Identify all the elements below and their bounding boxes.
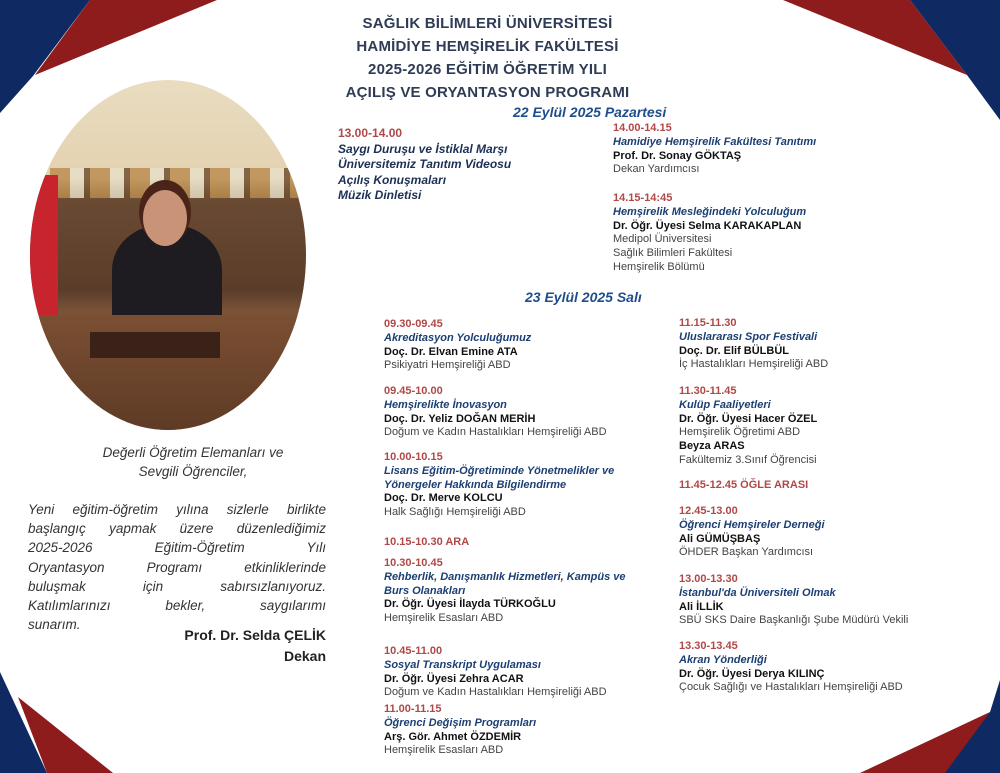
paragraph-line: buluşmak için sabırsızlanıyoruz. [28, 578, 326, 594]
speaker-name: Arş. Gör. Ahmet ÖZDEMİR [384, 730, 522, 743]
title-line: AÇILIŞ VE ORYANTASYON PROGRAMI [345, 84, 630, 101]
paragraph-line: Oryantasyon Programı etkinliklerinde [28, 559, 326, 575]
entry-time: 11.45-12.45 ÖĞLE ARASI [679, 479, 809, 491]
greeting-line: Sevgili Öğrenciler, [138, 464, 248, 479]
title-line: HAMİDİYE HEMŞİRELİK FAKÜLTESİ [356, 38, 619, 55]
entry-time: 13.00-13.30 [679, 573, 738, 585]
entry-title: Kulüp Faaliyetleri [679, 398, 771, 411]
entry-time: 11.30-11.45 [679, 385, 737, 397]
entry-title: Üniversitemiz Tanıtım Videosu [338, 157, 512, 171]
desk-pad [90, 332, 220, 358]
speaker-role: Doğum ve Kadın Hastalıkları Hemşireliği ABD [384, 686, 607, 699]
signature-title: Dekan [283, 648, 326, 664]
page-title [300, 12, 675, 104]
entry-title: Lisans Eğitim-Öğretiminde Yönetmelikler ve [384, 464, 615, 477]
entry-time: 10.45-11.00 [384, 645, 443, 657]
greeting-line: Değerli Öğretim Elemanları ve [102, 445, 284, 460]
signature-name: Prof. Dr. Selda ÇELİK [184, 627, 326, 643]
entry-title: Hemşirelikte İnovasyon [384, 398, 507, 411]
speaker-role: Hemşirelik Esasları ABD [384, 744, 504, 757]
entry-time: 10.30-10.45 [384, 557, 443, 569]
entry-time: 11.00-11.15 [384, 703, 442, 715]
speaker-role: Hemşirelik Bölümü [613, 260, 705, 273]
schedule-entry [384, 703, 536, 758]
entry-time: 10.00-10.15 [384, 451, 443, 463]
schedule-entry [613, 122, 816, 177]
speaker-role: Hemşirelik Esasları ABD [384, 612, 504, 625]
greeting [28, 443, 358, 481]
speaker-name: Dr. Öğr. Üyesi Zehra ACAR [384, 672, 524, 685]
schedule-entry [679, 640, 903, 695]
entry-time: 10.15-10.30 ARA [384, 536, 470, 548]
title-line: SAĞLIK BİLİMLERİ ÜNİVERSİTESİ [362, 15, 613, 32]
entry-title: Açılış Konuşmaları [338, 172, 447, 187]
speaker-role: Dekan Yardımcısı [613, 163, 700, 176]
schedule-entry [384, 557, 625, 626]
entry-time: 13.00-14.00 [338, 126, 403, 140]
entry-title: Yönergeler Hakkında Bilgilendirme [384, 478, 567, 491]
paragraph-line: başlangıç yapmak üzere düzenlediğimiz [28, 521, 326, 537]
award-shelf [50, 168, 306, 198]
person-head [143, 190, 187, 246]
entry-title: Öğrenci Değişim Programları [384, 716, 537, 729]
entry-title: İstanbul'da Üniversiteli Olmak [679, 586, 836, 599]
dean-photo [30, 80, 306, 430]
entry-title: Hemşirelik Mesleğindeki Yolculuğum [613, 205, 807, 218]
speaker-role: Hemşirelik Öğretimi ABD [679, 426, 801, 439]
schedule-entry [679, 573, 908, 628]
speaker-role: ÖHDER Başkan Yardımcısı [679, 546, 814, 559]
speaker-name: Dr. Öğr. Üyesi İlayda TÜRKOĞLU [384, 598, 556, 611]
speaker-name: Doç. Dr. Yeliz DOĞAN MERİH [384, 412, 536, 425]
entry-title: Sosyal Transkript Uygulaması [384, 658, 541, 671]
schedule-entry [679, 505, 825, 560]
title-line: 2025-2026 EĞİTİM ÖĞRETİM YILI [368, 61, 607, 78]
speaker-role: Halk Sağlığı Hemşireliği ABD [384, 506, 526, 519]
schedule-entry [679, 385, 817, 468]
speaker-name: Doç. Dr. Elif BÜLBÜL [679, 344, 790, 357]
entry-time: 09.45-10.00 [384, 385, 443, 397]
day1-heading: 22 Eylül 2025 Pazartesi [513, 104, 667, 120]
schedule-entry [613, 192, 806, 275]
paragraph-line: 2025-2026 Eğitim-Öğretim Yılı [28, 540, 326, 556]
speaker-role: SBÜ SKS Daire Başkanlığı Şube Müdürü Vekili [679, 614, 909, 627]
speaker-name: Beyza ARAS [679, 440, 745, 453]
signature [184, 625, 326, 667]
speaker-name: Doç. Dr. Elvan Emine ATA [384, 345, 518, 358]
speaker-name: Ali İLLİK [679, 600, 724, 613]
paragraph-line: Yeni eğitim-öğretim yılına sizlerle birlikte [28, 502, 326, 517]
schedule-entry [384, 451, 614, 520]
paragraph-line: sunarım. [28, 617, 81, 633]
schedule-entry [384, 536, 469, 550]
speaker-role: Doğum ve Kadın Hastalıkları Hemşireliği ABD [384, 426, 607, 439]
speaker-name: Ali GÜMÜŞBAŞ [679, 532, 761, 545]
paragraph-line: Katılımlarınızı bekler, saygılarımı [28, 598, 326, 614]
entry-title: Rehberlik, Danışmanlık Hizmetleri, Kampüs ve [384, 570, 626, 583]
message-paragraph [28, 500, 326, 634]
entry-title: Akreditasyon Yolculuğumuz [384, 331, 532, 344]
speaker-name: Dr. Öğr. Üyesi Hacer ÖZEL [679, 412, 818, 425]
speaker-role: Medipol Üniversitesi [613, 233, 712, 246]
entry-time: 14.00-14.15 [613, 122, 672, 134]
entry-title: Saygı Duruşu ve İstiklal Marşı [338, 141, 508, 156]
entry-time: 13.30-13.45 [679, 640, 738, 652]
schedule-entry [338, 126, 511, 204]
entry-title: Akran Yönderliği [679, 653, 767, 666]
speaker-role: Psikiyatri Hemşireliği ABD [384, 359, 511, 372]
entry-time: 11.15-11.30 [679, 317, 737, 329]
entry-title: Burs Olanakları [384, 584, 466, 597]
schedule-entry [679, 479, 808, 493]
schedule-entry [679, 317, 828, 372]
speaker-name: Doç. Dr. Merve KOLCU [384, 492, 503, 505]
speaker-name: Prof. Dr. Sonay GÖKTAŞ [613, 149, 742, 162]
speaker-role: Çocuk Sağlığı ve Hastalıkları Hemşireliği ABD [679, 681, 903, 694]
entry-title: Öğrenci Hemşireler Derneği [679, 518, 825, 531]
speaker-name: Dr. Öğr. Üyesi Selma KARAKAPLAN [613, 219, 802, 232]
entry-time: 14.15-14:45 [613, 192, 673, 204]
day2-heading: 23 Eylül 2025 Salı [525, 289, 642, 305]
speaker-role: Fakültemiz 3.Sınıf Öğrencisi [679, 453, 817, 466]
entry-time: 12.45-13.00 [679, 505, 738, 517]
schedule-entry [384, 318, 531, 373]
speaker-role: İç Hastalıkları Hemşireliği ABD [679, 358, 829, 371]
entry-time: 09.30-09.45 [384, 318, 443, 330]
speaker-role: Sağlık Bilimleri Fakültesi [613, 247, 733, 260]
speaker-name: Dr. Öğr. Üyesi Derya KILINÇ [679, 667, 825, 680]
entry-title: Uluslararası Spor Festivali [679, 330, 818, 343]
schedule-entry [384, 645, 607, 700]
entry-title: Hamidiye Hemşirelik Fakültesi Tanıtımı [613, 135, 817, 148]
entry-title: Müzik Dinletisi [338, 188, 422, 202]
schedule-entry [384, 385, 607, 440]
